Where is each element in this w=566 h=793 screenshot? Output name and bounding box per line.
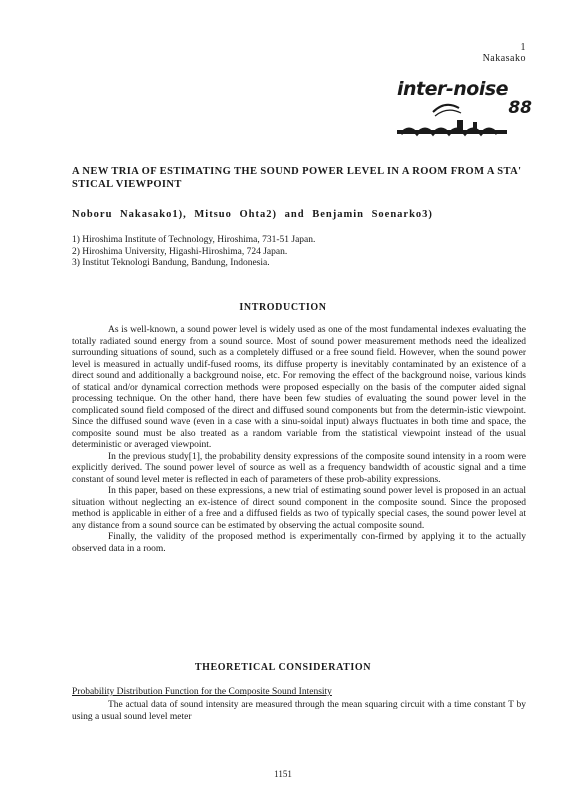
affiliation-3: 3) Institut Teknologi Bandung, Bandung, Indonesia. xyxy=(72,258,270,268)
paper-title: A NEW TRIA OF ESTIMATING THE SOUND POWER LEVEL IN A ROOM FROM A STA' STICAL VIEWPOINT xyxy=(72,166,522,190)
affiliations xyxy=(72,235,532,270)
paragraph: As is well-known, a sound power level is widely used as one of the most fundamental indexes evaluating the totally radiated sound energy from a sound source. Most of sound power measurement methods need the idealized surrounding situations of sound, such as a completely diffused or a free sound field. However, when the sound power level is measured in actually undif-fused rooms, its diffuse property is inevitably contaminated by an existence of a direct sound and additionally a background noise, etc. For removing the effect of the background noise, various kinds of statical and/or dynamical correction methods were proposed especially on the basis of the computer aided signal processing technique. On the other hand, there have been few studies of evaluating the sound power level in the complicated sound field composed of the direct and diffused sound components but from the determin-istic viewpoint. Since the diffused sound wave (even in a case with a sinu-soidal input) always fluctuates in both time and space, the composite sound must be also treated as a random variable from the statistical viewpoint instead of the usual deterministic or averaged viewpoint. xyxy=(72,325,526,450)
bridge-icon xyxy=(395,78,540,143)
theory-heading: THEORETICAL CONSIDERATION xyxy=(194,662,372,673)
logo-text: inter-noise xyxy=(397,78,509,100)
paragraph: Finally, the validity of the proposed method is experimentally con-firmed by applying it to the actually observed data in a room. xyxy=(72,532,526,554)
header-page-number: 1 xyxy=(520,42,526,53)
running-header xyxy=(483,42,526,64)
paragraph: In this paper, based on these expressions, a new trial of estimating sound power level is proposed in an actual situation without neglecting an ex-istence of direct sound component in the composite sound. Since the proposed method is applicable in either of a free and a diffused fields as two of typically special cases, the sound power level at any distance from a sound source can be estimated by observing the actual composite sound. xyxy=(72,486,526,531)
subsection-heading: Probability Distribution Function for the Composite Sound Intensity xyxy=(72,687,332,697)
header-author: Nakasako xyxy=(482,53,526,64)
affiliation-2: 2) Hiroshima University, Higashi-Hiroshima, 724 Japan. xyxy=(72,246,288,257)
introduction-heading: INTRODUCTION xyxy=(239,302,327,313)
footer-page-number: 1151 xyxy=(274,769,292,779)
logo-year: 88 xyxy=(508,98,532,118)
inter-noise-logo xyxy=(395,78,540,143)
author-list: Noboru Nakasako1), Mitsuo Ohta2) and Benjamin Soenarko3) xyxy=(72,209,433,220)
paragraph: The actual data of sound intensity are measured through the mean squaring circuit with a time constant T by using a usual sound level meter xyxy=(72,700,526,722)
paragraph: In the previous study[1], the probability density expressions of the composite sound intensity in a room were explicitly derived. The sound power level of source as well as a frequency bandwidth of acoustic signal and a time constant of sound level meter is reflected in each of parameters of these prob-ability expressions. xyxy=(72,451,526,485)
introduction-body xyxy=(72,325,526,555)
affiliation-1: 1) Hiroshima Institute of Technology, Hiroshima, 731-51 Japan. xyxy=(72,235,316,245)
theory-body xyxy=(72,700,526,723)
